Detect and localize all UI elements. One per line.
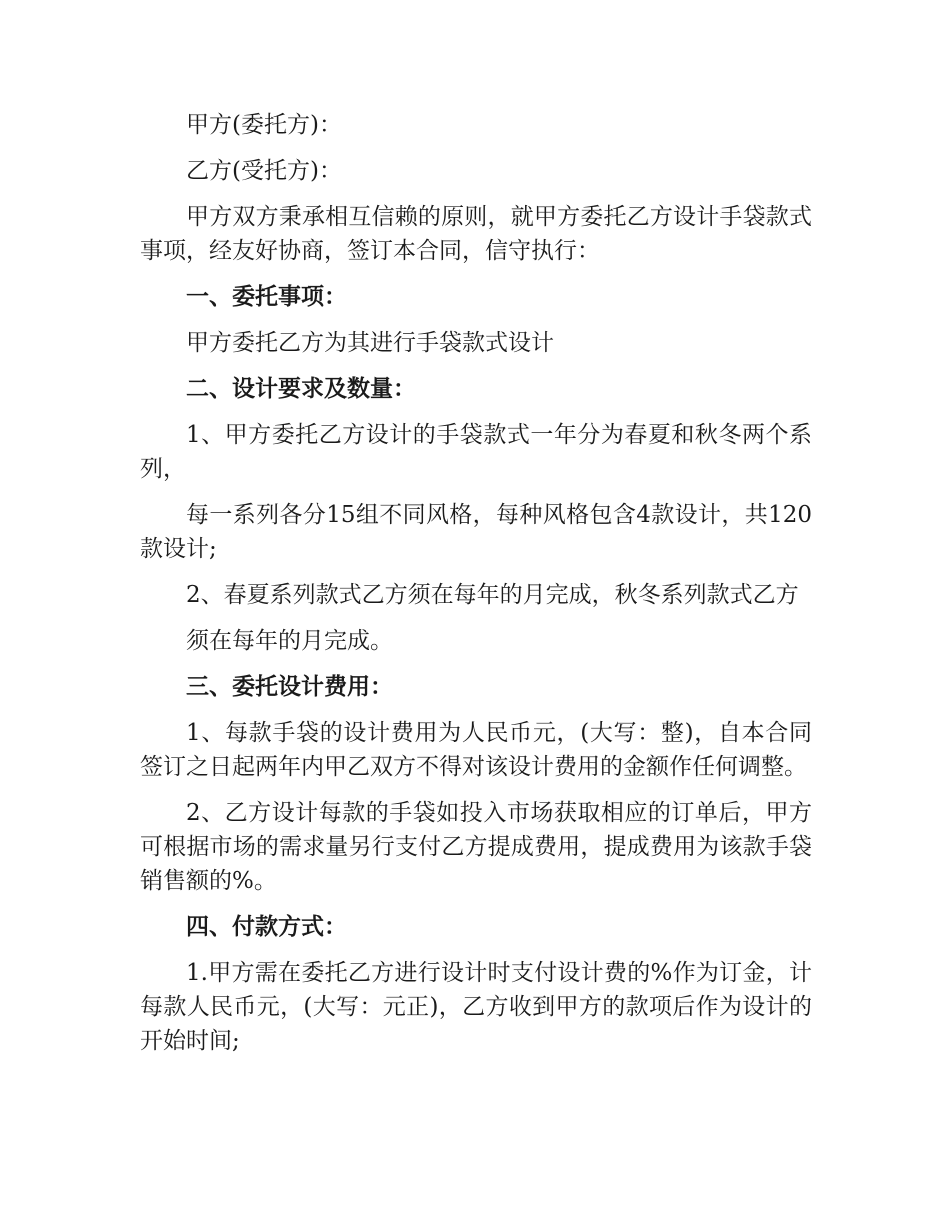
section-2-item-1-cont: 每一系列各分15组不同风格，每种风格包含4款设计，共120款设计; bbox=[140, 502, 812, 562]
party-a-line: 甲方(委托方)： bbox=[186, 112, 342, 138]
party-b-line: 乙方(受托方)： bbox=[186, 158, 342, 184]
section-2-item-2-cont: 须在每年的月完成。 bbox=[186, 628, 393, 654]
section-3-item-1: 1、每款手袋的设计费用为人民币元，(大写：整)，自本合同签订之日起两年内甲乙双方不得对该设计费用的金额作任何调整。 bbox=[140, 720, 812, 780]
section-4-item-1: 1.甲方需在委托乙方进行设计时支付设计费的%作为订金，计每款人民币元，(大写：元正)，乙方收到甲方的款项后作为设计的开始时间; bbox=[140, 960, 812, 1054]
section-heading-3: 三、委托设计费用： bbox=[186, 673, 393, 700]
section-2-item-1: 1、甲方委托乙方设计的手袋款式一年分为春夏和秋冬两个系列， bbox=[140, 422, 812, 482]
preamble-paragraph: 甲方双方秉承相互信赖的原则，就甲方委托乙方设计手袋款式事项，经友好协商，签订本合同，信守执行： bbox=[140, 204, 812, 264]
section-heading-2: 二、设计要求及数量： bbox=[186, 375, 416, 402]
section-2-item-2: 2、春夏系列款式乙方须在每年的月完成，秋冬系列款式乙方 bbox=[186, 582, 799, 608]
section-1-paragraph: 甲方委托乙方为其进行手袋款式设计 bbox=[186, 330, 554, 356]
section-heading-1: 一、委托事项： bbox=[186, 283, 347, 310]
section-3-item-2: 2、乙方设计每款的手袋如投入市场获取相应的订单后，甲方可根据市场的需求量另行支付乙方提成费用，提成费用为该款手袋销售额的%。 bbox=[140, 800, 812, 894]
section-heading-4: 四、付款方式： bbox=[186, 913, 347, 940]
document-body bbox=[140, 108, 812, 1070]
